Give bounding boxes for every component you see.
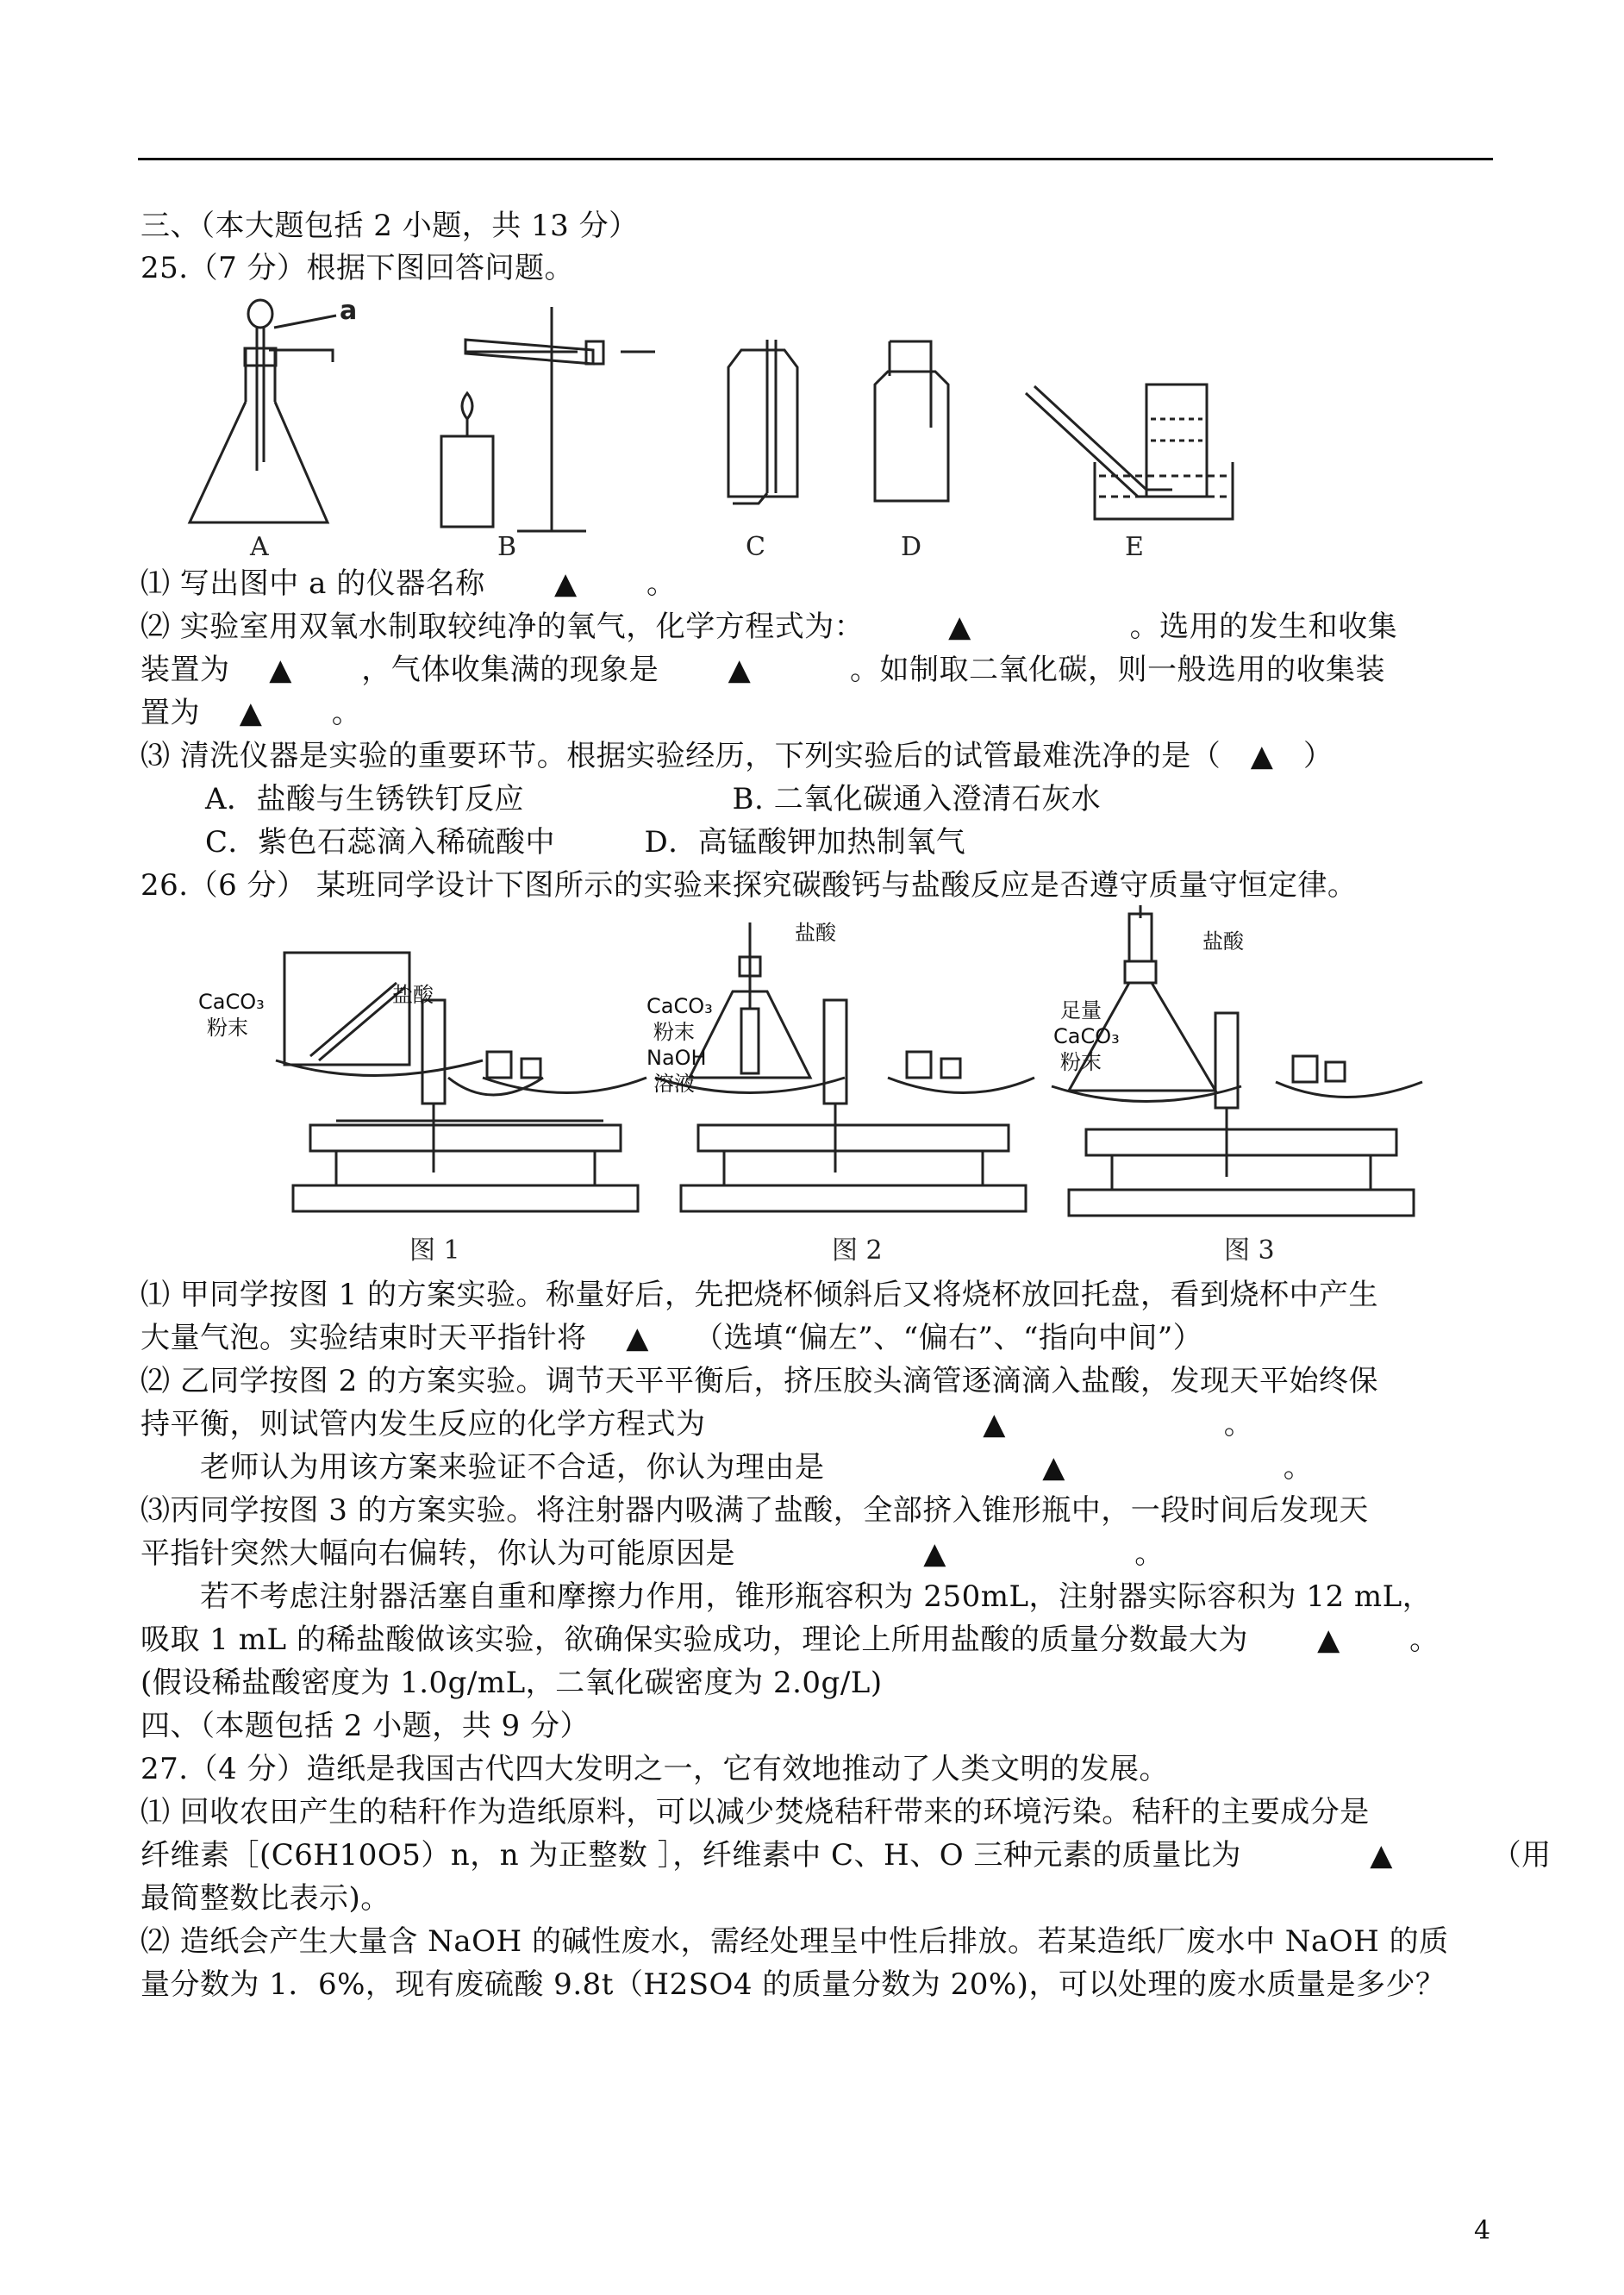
q25-line-2: ⑵ 实验室用双氧水制取较纯净的氧气，化学方程式为： ▲ 。选用的发生和收集 bbox=[141, 610, 1398, 644]
fig2-powder-label: 粉末 bbox=[653, 1020, 695, 1044]
header-rule bbox=[138, 158, 1493, 160]
q27-line-2: 纤维素［(C6H10O5）n，n 为正整数 ］，纤维素中 C、H、O 三种元素的质量比为 ▲ （用 bbox=[141, 1838, 1552, 1873]
label-B: B bbox=[497, 532, 517, 562]
q26-line-9: 吸取 1 mL 的稀盐酸做该实验，欲确保实验成功，理论上所用盐酸的质量分数最大为 ▲ 。 bbox=[141, 1623, 1440, 1657]
label-D: D bbox=[901, 532, 922, 562]
label-C: C bbox=[746, 532, 765, 562]
section-3-title: 三、（本大题包括 2 小题，共 13 分） bbox=[141, 209, 639, 243]
apparatus-e-trough bbox=[1026, 385, 1233, 519]
q25-title: 25.（7 分）根据下图回答问题。 bbox=[141, 251, 575, 285]
q26-title: 26.（6 分） 某班同学设计下图所示的实验来探究碳酸钙与盐酸反应是否遵守质量守恒定律。 bbox=[141, 868, 1358, 903]
fig3-powder-label: 粉末 bbox=[1060, 1050, 1102, 1074]
q25-option-ab: A．盐酸与生锈铁钉反应 B. 二氧化碳通入澄清石灰水 bbox=[205, 782, 1102, 816]
fig3-caco3-label: CaCO₃ bbox=[1053, 1024, 1120, 1048]
q26-line-2: 大量气泡。实验结束时天平指针将 ▲ （选填“偏左”、“偏右”、“指向中间”） bbox=[141, 1321, 1203, 1355]
q26-line-5: 老师认为用该方案来验证不合适，你认为理由是 ▲ 。 bbox=[141, 1450, 1314, 1485]
q26-line-10: (假设稀盐酸密度为 1.0g/mL，二氧化碳密度为 2.0g/L) bbox=[141, 1666, 883, 1700]
q25-line-3: 装置为 ▲ ，气体收集满的现象是 ▲ 。如制取二氧化碳，则一般选用的收集装 bbox=[141, 653, 1386, 687]
q26-line-8: 若不考虑注射器活塞自重和摩擦力作用，锥形瓶容积为 250mL，注射器实际容积为 12 mL， bbox=[141, 1579, 1433, 1614]
page-number: 4 bbox=[1474, 2216, 1491, 2246]
apparatus-d-bottle bbox=[875, 341, 948, 501]
label-a: a bbox=[340, 296, 358, 326]
balance-2 bbox=[655, 922, 1034, 1211]
fig1-caption: 图 1 bbox=[409, 1235, 460, 1266]
label-a-pointer bbox=[274, 316, 336, 328]
fig3-sufficient-label: 足量 bbox=[1060, 998, 1102, 1022]
fig3-caption: 图 3 bbox=[1224, 1235, 1275, 1266]
q27-line-3: 最简整数比表示)。 bbox=[141, 1881, 390, 1916]
fig1-acid-label: 盐酸 bbox=[392, 983, 434, 1007]
q26-line-1: ⑴ 甲同学按图 1 的方案实验。称量好后，先把烧杯倾斜后又将烧杯放回托盘，看到烧杯中产生 bbox=[141, 1278, 1379, 1312]
q25-line-4: 置为 ▲ 。 bbox=[141, 696, 362, 730]
fig1-caco3-label: CaCO₃ bbox=[198, 990, 265, 1014]
fig2-acid-label: 盐酸 bbox=[795, 921, 836, 945]
apparatus-c-bottle bbox=[728, 340, 797, 503]
section-4-title: 四、（本题包括 2 小题，共 9 分） bbox=[141, 1709, 590, 1743]
q27-line-5: 量分数为 1．6%，现有废硫酸 9.8t（H2SO4 的质量分数为 20%)，可以处理的废水质量是多少？ bbox=[141, 1967, 1446, 2002]
label-E: E bbox=[1125, 532, 1144, 562]
fig1-powder-label: 粉末 bbox=[207, 1016, 248, 1040]
q25-line-5: ⑶ 清洗仪器是实验的重要环节。根据实验经历，下列实验后的试管最难洗净的是（ ▲ ） bbox=[141, 739, 1334, 773]
q25-option-cd: C．紫色石蕊滴入稀硫酸中 D．高锰酸钾加热制氧气 bbox=[205, 825, 966, 860]
q26-line-4: 持平衡，则试管内发生反应的化学方程式为 ▲ 。 bbox=[141, 1407, 1254, 1441]
fig2-caco3-label: CaCO₃ bbox=[646, 994, 713, 1018]
q27-line-1: ⑴ 回收农田产生的秸秆作为造纸原料，可以减少焚烧秸秆带来的环境污染。秸秆的主要成分是 bbox=[141, 1795, 1370, 1829]
q27-title: 27.（4 分）造纸是我国古代四大发明之一，它有效地推动了人类文明的发展。 bbox=[141, 1752, 1170, 1786]
fig2-naoh-label: NaOH bbox=[646, 1046, 707, 1070]
balance-1 bbox=[276, 953, 646, 1211]
label-A: A bbox=[250, 532, 269, 562]
q27-line-4: ⑵ 造纸会产生大量含 NaOH 的碱性废水，需经处理呈中性后排放。若某造纸厂废水中 NaOH 的质 bbox=[141, 1924, 1449, 1959]
fig3-acid-label: 盐酸 bbox=[1202, 929, 1244, 954]
q26-line-3: ⑵ 乙同学按图 2 的方案实验。调节天平平衡后，挤压胶头滴管逐滴滴入盐酸，发现天平始终保 bbox=[141, 1364, 1379, 1398]
apparatus-a-flask bbox=[190, 300, 333, 522]
q26-line-7: 平指针突然大幅向右偏转，你认为可能原因是 ▲ 。 bbox=[141, 1536, 1165, 1571]
q26-balance-figure bbox=[198, 905, 1431, 1285]
fig2-caption: 图 2 bbox=[832, 1235, 883, 1266]
fig2-solution-label: 溶液 bbox=[653, 1072, 695, 1096]
q25-line-1: ⑴ 写出图中 a 的仪器名称 ▲ 。 bbox=[141, 566, 677, 601]
q26-line-6: ⑶丙同学按图 3 的方案实验。将注射器内吸满了盐酸，全部挤入锥形瓶中，一段时间后发现天 bbox=[141, 1493, 1369, 1528]
q25-apparatus-figure bbox=[172, 290, 1310, 566]
apparatus-b-heating bbox=[441, 307, 655, 531]
